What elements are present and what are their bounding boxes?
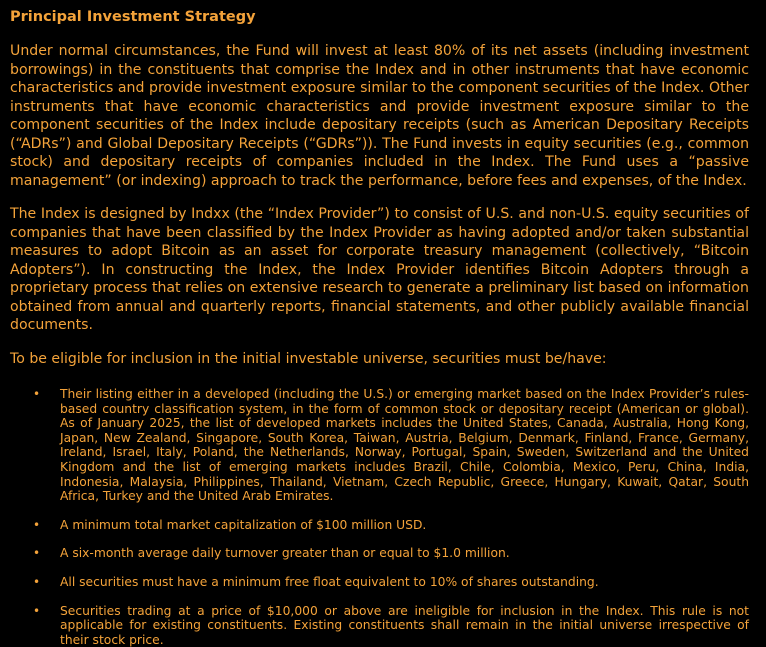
eligibility-intro: To be eligible for inclusion in the initial investable universe, securities must be/have: bbox=[10, 350, 607, 367]
criteria-item-market-cap bbox=[10, 518, 749, 533]
criteria-item-free-float bbox=[10, 575, 749, 590]
bullet-icon: • bbox=[33, 574, 41, 589]
criteria-text: Their listing either in a developed (including the U.S.) or emerging market based on the Index Provider’s rules-based country classification system, in the form of common stock or depositary receipt (American or global). As of January 2025, the list of developed markets includes the United States, Canada, Australia, Hong Kong, Japan, New Zealand, Singapore, South Korea, Taiwan, Austria, Belgium, Denmark, Finland, France, Germany, Ireland, Israel, Italy, Poland, the Netherlands, Norway, Portugal, Spain, Sweden, Switzerland and the United Kingdom and the list of emerging markets includes Brazil, Chile, Colombia, Mexico, Peru, China, India, Indonesia, Malaysia, Philippines, Thailand, Vietnam, Czech Republic, Greece, Hungary, Kuwait, Qatar, South Africa, Turkey and the United Arab Emirates. bbox=[60, 387, 749, 504]
criteria-text: A six-month average daily turnover greater than or equal to $1.0 million. bbox=[60, 546, 510, 561]
criteria-item-price-limit bbox=[10, 604, 749, 647]
bullet-icon: • bbox=[33, 387, 41, 401]
criteria-text: All securities must have a minimum free float equivalent to 10% of shares outstanding. bbox=[60, 574, 599, 589]
bullet-icon: • bbox=[33, 546, 41, 561]
criteria-text: Securities trading at a price of $10,000 or above are ineligible for inclusion in the Index. This rule is not applicable for existing constituents. Existing constituents shall remain in the initial universe irrespective of their stock price. bbox=[60, 603, 749, 647]
eligibility-criteria-list bbox=[10, 387, 749, 647]
bullet-icon: • bbox=[33, 517, 41, 532]
criteria-text: A minimum total market capitalization of $100 million USD. bbox=[60, 517, 427, 532]
bullet-icon: • bbox=[33, 603, 41, 618]
strategy-paragraph: Under normal circumstances, the Fund will invest at least 80% of its net assets (including investment borrowings) in the constituents that comprise the Index and in other instruments that have economic characteristics and provide investment exposure similar to the component securities of the Index. Other instruments that have economic characteristics and provide investment exposure similar to the component securities of the Index include depositary receipts (such as American Depositary Receipts (“ADRs”) and Global Depositary Receipts (“GDRs”)). The Fund invests in equity securities (e.g., common stock) and depositary receipts of companies included in the Index. The Fund uses a “passive management” (or indexing) approach to track the performance, before fees and expenses, of the Index. bbox=[10, 43, 749, 189]
criteria-item-turnover bbox=[10, 546, 749, 561]
criteria-item-listing bbox=[10, 387, 749, 504]
index-description-paragraph: The Index is designed by Indxx (the “Index Provider”) to consist of U.S. and non-U.S. equity securities of companies that have been classified by the Index Provider as having adopted and/or taken substantial measures to adopt Bitcoin as an asset for corporate treasury management (collectively, “Bitcoin Adopters”). In constructing the Index, the Index Provider identifies Bitcoin Adopters through a proprietary process that relies on extensive research to generate a preliminary list based on information obtained from annual and quarterly reports, financial statements, and other publicly available financial documents. bbox=[10, 206, 749, 333]
section-heading: Principal Investment Strategy bbox=[10, 9, 256, 25]
